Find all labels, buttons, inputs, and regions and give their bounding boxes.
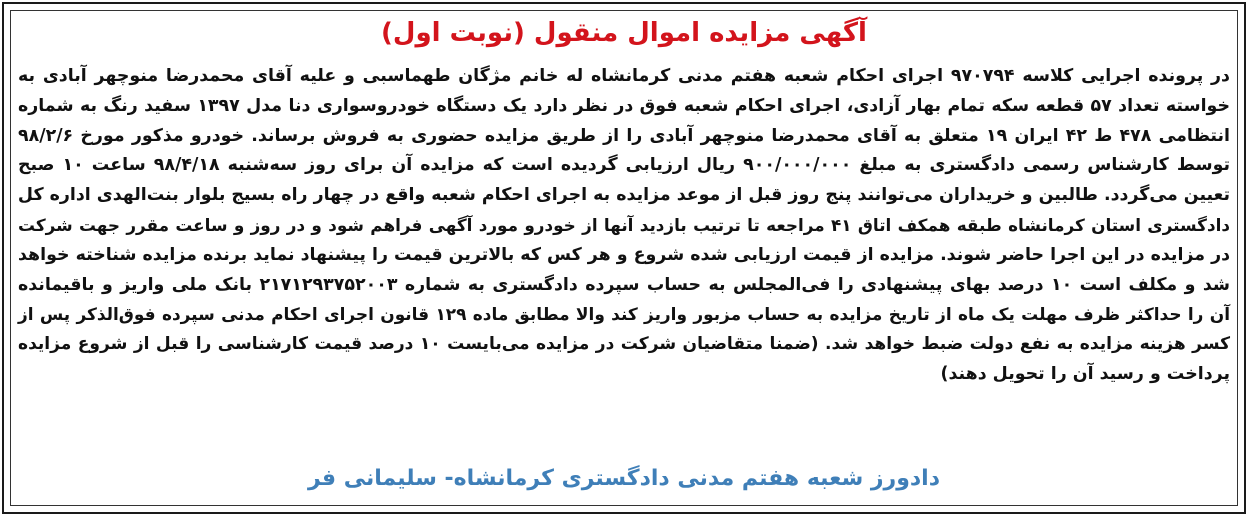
body-line-11: پرداخت و رسید آن را تحویل دهند): [940, 363, 1230, 384]
body-line-6: دادگستری استان کرمانشاه طبقه همکف اتاق ۴۱ مراجعه تا ترتیب بازدید آنها از خودرو مورد آگهی فراهم شود و در روز و ساعت مقرر جهت شرکت: [18, 214, 1230, 235]
body-line-7: در مزایده در این اجرا حاضر شوند. مزایده از قیمت ارزیابی شده شروع و هر کس که بالاترین قیمت را پیشنهاد نماید برنده مزایده شناخته خواهد: [18, 244, 1230, 265]
body-line-8: شد و مکلف است ۱۰ درصد بهای پیشنهادی را فی‌المجلس به حساب سپرده دادگستری به شماره ۲۱۷۱۲۹۳۷۵۲۰۰۳ بانک ملی واریز و باقیمانده: [18, 274, 1230, 295]
notice-title: آگهی مزایده اموال منقول (نوبت اول): [381, 18, 867, 48]
body-line-2: خواسته تعداد ۵۷ قطعه سکه تمام بهار آزادی، اجرای احکام شعبه فوق در نظر دارد یک دستگاه خودروسواری دنا مدل ۱۳۹۷ سفید رنگ به شماره: [18, 95, 1230, 116]
body-line-1: در پرونده اجرایی کلاسه ۹۷۰۷۹۴ اجرای احکام شعبه هفتم مدنی کرمانشاه له خانم مژگان طهماسبی و علیه آقای محمدرضا منوچهر آبادی به: [18, 66, 1230, 86]
body-line-9: آن را حداکثر ظرف مهلت یک ماه از تاریخ مزایده به حساب مزبور واریز کند والا مطابق ماده ۱۲۹ قانون اجرای احکام مدنی سپرده فوق‌الذکر پس از: [18, 304, 1230, 325]
notice-body: [18, 62, 1230, 390]
body-line-5: تعیین می‌گردد. طالبین و خریداران می‌توانند پنج روز قبل از موعد مزایده به اجرای احکام شعبه واقع در چهار راه بسیج بلوار بنت‌الهدی اداره کل: [17, 185, 1230, 206]
body-line-10: کسر هزینه مزایده به نفع دولت ضبط خواهد شد. (ضمنا متقاضیان شرکت در مزایده می‌بایست ۱۰ درصد قیمت کارشناسی را قبل از شروع مزایده: [18, 334, 1231, 355]
notice-signature: دادورز شعبه هفتم مدنی دادگستری کرمانشاه- سلیمانی فر: [307, 466, 941, 491]
body-line-3: انتظامی ۴۷۸ ط ۴۲ ایران ۱۹ متعلق به آقای محمدرضا منوچهر آبادی را از طریق مزایده حضوری به فروش برساند. خودرو مذکور مورخ ۹۸/۲/۶: [18, 125, 1230, 146]
body-line-4: توسط کارشناس رسمی دادگستری به مبلغ ۹۰۰/۰۰۰/۰۰۰ ریال ارزیابی گردیده است که مزایده آن برای روز سه‌شنبه ۹۸/۴/۱۸ ساعت ۱۰ صبح: [18, 155, 1231, 176]
notice-frame: [2, 2, 1246, 514]
